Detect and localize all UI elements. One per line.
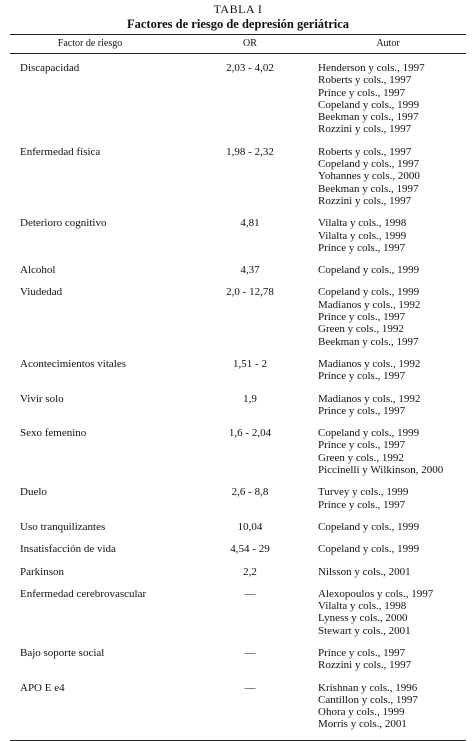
odds-ratio-cell: 1,6 - 2,04 <box>228 427 272 440</box>
author-citation: Rozzini y cols., 1997 <box>318 659 412 672</box>
author-citation: Vilalta y cols., 1999 <box>318 229 407 242</box>
table-row <box>10 642 466 677</box>
risk-factor-cell: Deterioro cognitivo <box>20 217 107 230</box>
odds-ratio-cell: 2,0 - 12,78 <box>226 286 274 299</box>
risk-factor-cell: Enfermedad cerebrovascular <box>20 587 147 600</box>
odds-ratio-cell: — <box>244 587 256 600</box>
table-row <box>10 54 466 141</box>
author-cell <box>310 481 466 516</box>
table-body <box>10 54 466 736</box>
odds-ratio-cell: 4,81 <box>240 217 260 230</box>
author-cell <box>310 141 466 212</box>
author-cell <box>310 538 466 560</box>
author-citation: Prince y cols., 1997 <box>318 370 406 383</box>
author-cell <box>310 583 466 642</box>
author-citation: Rozzini y cols., 1997 <box>318 194 412 207</box>
table-row <box>10 583 466 642</box>
author-citation: Copeland y cols., 1997 <box>318 158 420 171</box>
odds-ratio-cell: 4,54 - 29 <box>230 543 270 556</box>
author-citation: Krishnan y cols., 1996 <box>318 681 418 694</box>
author-citation: Lyness y cols., 2000 <box>318 612 408 625</box>
risk-factor-cell: Alcohol <box>20 264 56 277</box>
author-citation: Nilsson y cols., 2001 <box>318 565 411 578</box>
odds-ratio-cell: 1,9 <box>243 392 257 405</box>
odds-ratio-cell: 2,6 - 8,8 <box>231 486 269 499</box>
risk-factor-cell: Bajo soporte social <box>20 646 105 659</box>
author-citation: Copeland y cols., 1999 <box>318 98 420 111</box>
odds-ratio-cell: 1,98 - 2,32 <box>226 145 274 158</box>
author-citation: Turvey y cols., 1999 <box>318 486 409 499</box>
author-citation: Copeland y cols., 1999 <box>318 520 420 533</box>
author-citation: Piccinelli y Wilkinson, 2000 <box>318 464 444 477</box>
risk-factor-cell: Acontecimientos vitales <box>20 357 126 370</box>
odds-ratio-cell: — <box>244 681 256 694</box>
author-citation: Copeland y cols., 1999 <box>318 427 420 440</box>
odds-ratio-cell: 2,2 <box>243 565 257 578</box>
author-citation: Alexopoulos y cols., 1997 <box>318 587 434 600</box>
odds-ratio-cell: 1,51 - 2 <box>233 357 267 370</box>
table-row <box>10 422 466 481</box>
author-cell <box>310 677 466 736</box>
table-row <box>10 538 466 560</box>
author-citation: Beekman y cols., 1997 <box>318 111 419 124</box>
table-caption: TABLA I <box>213 2 263 16</box>
header-row <box>10 35 466 54</box>
author-citation: Madianos y cols., 1992 <box>318 392 421 405</box>
author-cell <box>310 54 466 141</box>
table-row <box>10 677 466 736</box>
table-row <box>10 259 466 281</box>
author-cell <box>310 353 466 388</box>
table-row <box>10 561 466 583</box>
odds-ratio-cell: — <box>244 646 256 659</box>
table-row <box>10 212 466 259</box>
author-citation: Stewart y cols., 2001 <box>318 624 411 637</box>
author-citation: Green y cols., 1992 <box>318 323 404 336</box>
author-citation: Madianos y cols., 1992 <box>318 357 421 370</box>
author-cell <box>310 259 466 281</box>
author-citation: Copeland y cols., 1999 <box>318 286 420 299</box>
author-citation: Beekman y cols., 1997 <box>318 182 419 195</box>
author-citation: Green y cols., 1992 <box>318 451 404 464</box>
author-cell <box>310 212 466 259</box>
risk-factor-table <box>10 35 466 736</box>
table-row <box>10 141 466 212</box>
author-citation: Prince y cols., 1997 <box>318 646 406 659</box>
author-citation: Vilalta y cols., 1998 <box>318 217 407 230</box>
risk-factor-cell: Enfermedad física <box>20 145 101 158</box>
author-citation: Ohora y cols., 1999 <box>318 706 405 719</box>
author-citation: Prince y cols., 1997 <box>318 439 406 452</box>
table-row <box>10 388 466 423</box>
header-author: Autor <box>310 35 466 54</box>
author-cell <box>310 281 466 352</box>
risk-factor-cell: Uso tranquilizantes <box>20 520 106 533</box>
author-cell <box>310 388 466 423</box>
table-row <box>10 481 466 516</box>
author-citation: Roberts y cols., 1997 <box>318 74 412 87</box>
header-factor: Factor de riesgo <box>10 35 190 54</box>
author-citation: Cantillon y cols., 1997 <box>318 693 418 706</box>
author-citation: Yohannes y cols., 2000 <box>318 170 420 183</box>
risk-factor-cell: Sexo femenino <box>20 427 87 440</box>
author-citation: Rozzini y cols., 1997 <box>318 123 412 136</box>
author-citation: Copeland y cols., 1999 <box>318 264 420 277</box>
author-citation: Beekman y cols., 1997 <box>318 335 419 348</box>
author-citation: Prince y cols., 1997 <box>318 86 406 99</box>
author-cell <box>310 516 466 538</box>
author-citation: Prince y cols., 1997 <box>318 404 406 417</box>
author-citation: Madianos y cols., 1992 <box>318 298 421 311</box>
odds-ratio-cell: 2,03 - 4,02 <box>226 62 274 74</box>
risk-factor-cell: APO E e4 <box>20 681 65 694</box>
risk-factor-cell: Discapacidad <box>20 62 80 74</box>
odds-ratio-cell: 4,37 <box>240 264 260 277</box>
author-citation: Roberts y cols., 1997 <box>318 145 412 158</box>
table-row <box>10 516 466 538</box>
author-citation: Henderson y cols., 1997 <box>318 62 425 74</box>
odds-ratio-cell: 10,04 <box>237 520 263 533</box>
table-title: Factores de riesgo de depresión geriátrica <box>126 17 350 31</box>
table-row <box>10 281 466 352</box>
risk-factor-cell: Duelo <box>20 486 47 499</box>
author-cell <box>310 561 466 583</box>
risk-factor-cell: Parkinson <box>20 565 64 578</box>
header-or: OR <box>190 35 310 54</box>
author-cell <box>310 642 466 677</box>
table-row <box>10 353 466 388</box>
author-citation: Prince y cols., 1997 <box>318 498 406 511</box>
risk-factor-cell: Viudedad <box>20 286 63 299</box>
risk-factor-cell: Vivir solo <box>20 392 64 405</box>
author-citation: Vilalta y cols., 1998 <box>318 600 407 613</box>
author-citation: Prince y cols., 1997 <box>318 241 406 254</box>
risk-factor-cell: Insatisfacción de vida <box>20 543 116 556</box>
author-citation: Morris y cols., 2001 <box>318 718 407 731</box>
author-citation: Copeland y cols., 1999 <box>318 543 420 556</box>
author-cell <box>310 422 466 481</box>
author-citation: Prince y cols., 1997 <box>318 311 406 324</box>
